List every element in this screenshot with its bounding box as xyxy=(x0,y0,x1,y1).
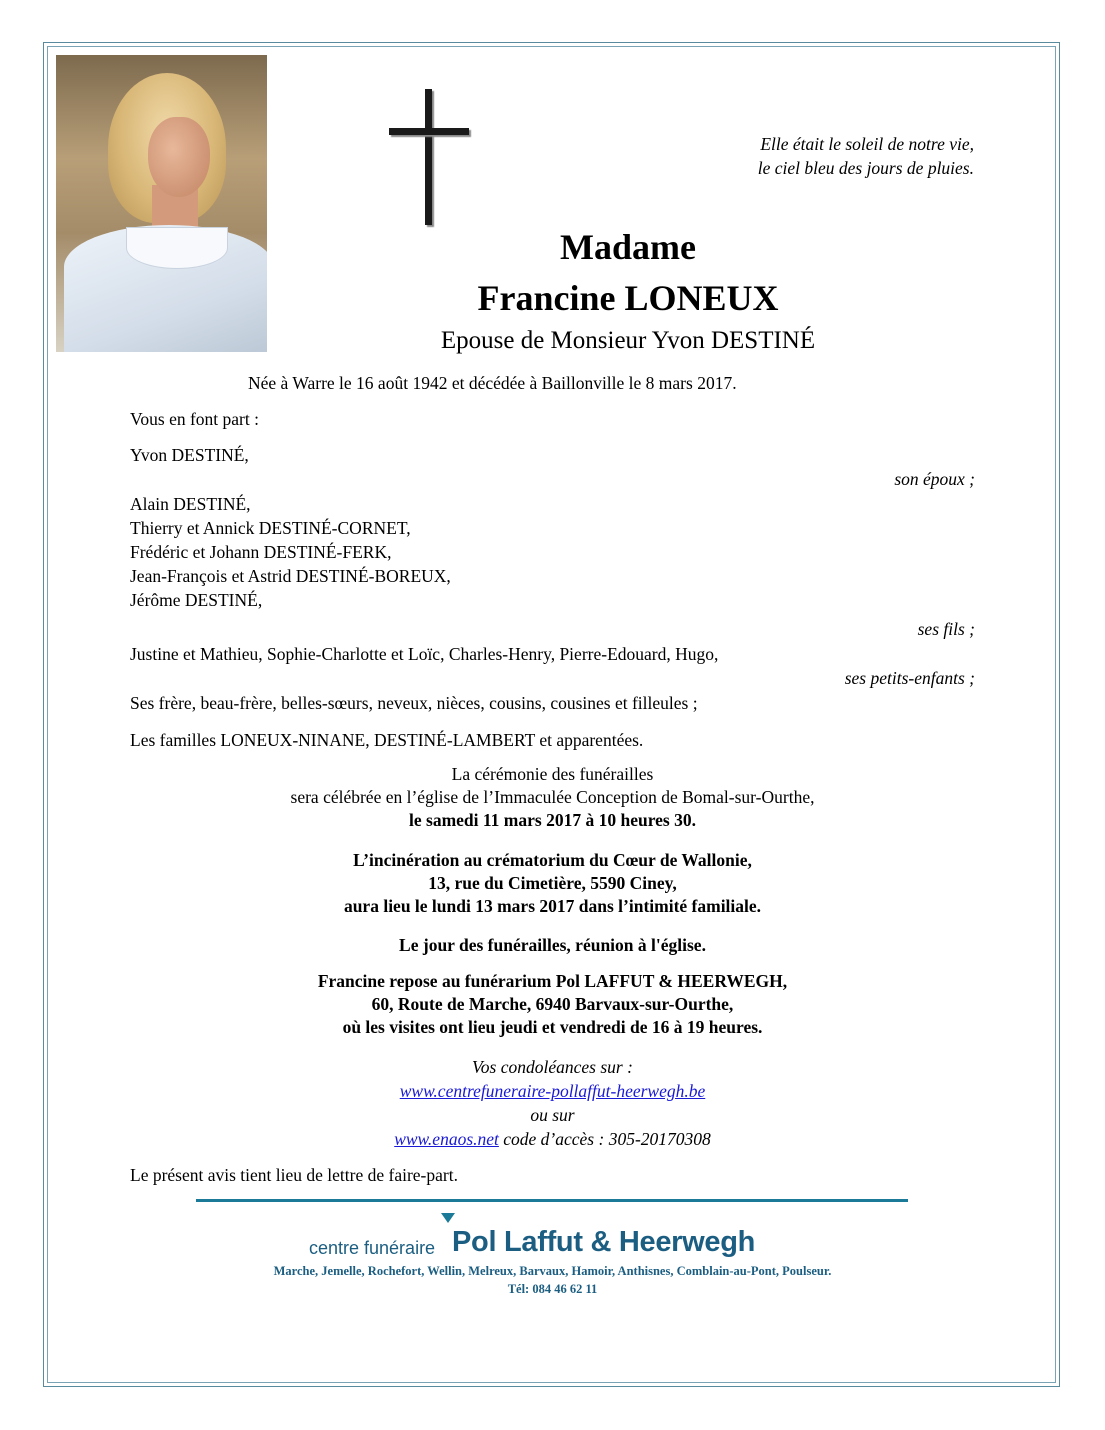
condolences-block xyxy=(130,1055,975,1151)
list-item: Alain DESTINÉ, xyxy=(130,494,251,514)
family-spouse-role: son époux ; xyxy=(894,469,975,489)
epitaph xyxy=(758,132,974,180)
deceased-name: Francine LONEUX xyxy=(477,278,779,318)
family-families: Les familles LONEUX-NINANE, DESTINÉ-LAMBERT et apparentées. xyxy=(130,730,644,750)
cremation-block xyxy=(130,849,975,918)
birth-death-line: Née à Warre le 16 août 1942 et décédée à Baillonville le 8 mars 2017. xyxy=(248,373,737,393)
family-sons-role: ses fils ; xyxy=(917,619,975,639)
rest-line: où les visites ont lieu jeudi et vendredi de 16 à 19 heures. xyxy=(342,1017,763,1037)
family-grandchildren: Justine et Mathieu, Sophie-Charlotte et Loïc, Charles-Henry, Pierre-Edouard, Hugo, xyxy=(130,644,719,664)
logo-subtitle: centre funéraire xyxy=(309,1238,436,1258)
logo-triangle-icon xyxy=(441,1213,455,1223)
family-grandchildren-role: ses petits-enfants ; xyxy=(844,668,975,688)
rest-line: Francine repose au funérarium Pol LAFFUT & HEERWEGH, xyxy=(317,971,788,991)
list-item: Jérôme DESTINÉ, xyxy=(130,590,263,610)
ceremony-date: le samedi 11 mars 2017 à 10 heures 30. xyxy=(409,810,696,830)
cremation-line: aura lieu le lundi 13 mars 2017 dans l’intimité familiale. xyxy=(343,896,762,916)
ceremony-line: sera célébrée en l’église de l’Immaculée Conception de Bomal-sur-Ourthe, xyxy=(290,787,815,807)
rest-line: 60, Route de Marche, 6940 Barvaux-sur-Ourthe, xyxy=(371,994,734,1014)
spouse-line: Epouse de Monsieur Yvon DESTINÉ xyxy=(440,327,816,354)
cremation-line: 13, rue du Cimetière, 5590 Ciney, xyxy=(428,873,677,893)
condolences-link-1[interactable]: www.centrefuneraire-pollaffut-heerwegh.be xyxy=(399,1081,706,1101)
logo-phone: Tél: 084 46 62 11 xyxy=(507,1282,598,1296)
honorific-title: Madame xyxy=(560,227,696,267)
closing-line: Le présent avis tient lieu de lettre de faire-part. xyxy=(130,1165,458,1185)
list-item: Frédéric et Johann DESTINÉ-FERK, xyxy=(130,542,392,562)
ceremony-block xyxy=(130,763,975,832)
family-siblings: Ses frère, beau-frère, belles-sœurs, neveux, nièces, cousins, cousines et filleules ; xyxy=(130,693,698,713)
epitaph-line: le ciel bleu des jours de pluies. xyxy=(757,158,974,178)
ceremony-line: La cérémonie des funérailles xyxy=(451,764,654,784)
logo-name: Pol Laffut & Heerwegh xyxy=(452,1226,756,1258)
list-item: Thierry et Annick DESTINÉ-CORNET, xyxy=(130,518,411,538)
logo-divider xyxy=(196,1199,908,1202)
cross-icon xyxy=(389,89,469,225)
list-item: Jean-François et Astrid DESTINÉ-BOREUX, xyxy=(130,566,451,586)
reunion-line: Le jour des funérailles, réunion à l'église. xyxy=(399,935,706,955)
epitaph-line: Elle était le soleil de notre vie, xyxy=(760,134,974,154)
logo-cities: Marche, Jemelle, Rochefort, Wellin, Melreux, Barvaux, Hamoir, Anthisnes, Comblain-au-Pont, Poulseur. xyxy=(273,1264,832,1278)
condolences-link-2[interactable]: www.enaos.net xyxy=(394,1129,499,1149)
cremation-line: L’incinération au crématorium du Cœur de Wallonie, xyxy=(353,850,752,870)
announce-line: Vous en font part : xyxy=(130,409,259,429)
family-spouse: Yvon DESTINÉ, xyxy=(130,445,249,465)
condolences-or: ou sur xyxy=(530,1105,575,1125)
access-code: code d’accès : 305-20170308 xyxy=(498,1129,711,1149)
rest-block xyxy=(130,970,975,1039)
condolences-intro: Vos condoléances sur : xyxy=(472,1057,633,1077)
family-sons-list xyxy=(130,492,975,612)
